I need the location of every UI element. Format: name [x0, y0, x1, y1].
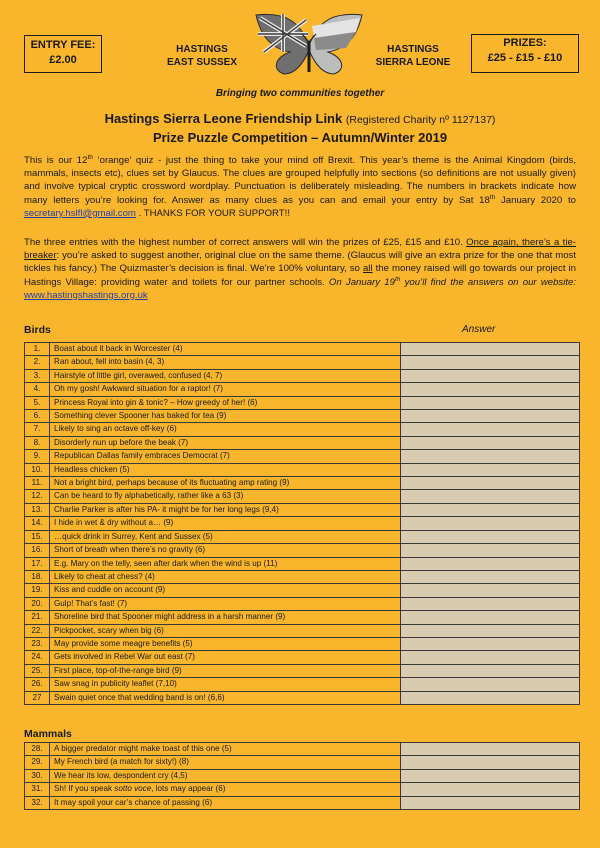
answer-field[interactable] — [401, 423, 580, 436]
clue-number: 19. — [25, 584, 50, 597]
butterfly-flags-icon — [250, 12, 368, 78]
clue-text: Shoreline bird that Spooner might address in a harsh manner (9) — [50, 611, 401, 624]
clue-text: Something clever Spooner has baked for tea (9) — [50, 410, 401, 423]
mammals-table — [24, 742, 580, 810]
clue-number: 27 — [25, 691, 50, 704]
table-row — [25, 557, 580, 570]
table-row — [25, 423, 580, 436]
clue-number: 25. — [25, 664, 50, 677]
birds-table — [24, 342, 580, 705]
answer-field[interactable] — [401, 369, 580, 382]
clue-number: 23. — [25, 637, 50, 650]
table-row — [25, 410, 580, 423]
clue-text: Short of breath when there’s no gravity (6) — [50, 544, 401, 557]
clue-number: 10. — [25, 463, 50, 476]
tagline: Bringing two communities together — [215, 88, 385, 99]
clue-text: Swain quiet once that wedding band is on! (6,6) — [50, 691, 401, 704]
prizes-value: £25 - £15 - £10 — [487, 52, 563, 64]
clue-number: 12. — [25, 490, 50, 503]
answer-field[interactable] — [401, 664, 580, 677]
table-row — [25, 343, 580, 356]
table-row — [25, 396, 580, 409]
clue-number: 18. — [25, 570, 50, 583]
clue-text: Pickpocket, scary when big (6) — [50, 624, 401, 637]
answer-field[interactable] — [401, 783, 580, 796]
title-line-1: Hastings Sierra Leone Friendship Link — [104, 111, 343, 126]
left-location-town: HASTINGS — [176, 44, 228, 55]
clue-number: 29. — [25, 756, 50, 769]
answer-field[interactable] — [401, 637, 580, 650]
table-row — [25, 769, 580, 782]
clue-text: It may spoil your car’s chance of passing (6) — [50, 796, 401, 809]
table-row — [25, 517, 580, 530]
right-location-town: HASTINGS — [387, 44, 439, 55]
table-row — [25, 597, 580, 610]
answer-field[interactable] — [401, 383, 580, 396]
clue-text: E.g. Mary on the telly, seen after dark when the wind is up (11) — [50, 557, 401, 570]
clue-text: A bigger predator might make toast of this one (5) — [50, 743, 401, 756]
clue-number: 22. — [25, 624, 50, 637]
clue-text: Ran about, fell into basin (4, 3) — [50, 356, 401, 369]
answer-column-header: Answer — [462, 324, 496, 335]
answer-field[interactable] — [401, 624, 580, 637]
answer-field[interactable] — [401, 691, 580, 704]
prizes-box — [471, 34, 579, 73]
intro-paragraph: This is our 12th ‘orange’ quiz - just the thing to take your mind off Brexit. This year’s theme is the Animal Kingdom (birds, mammals, insects etc), clues set by Glaucus. The clues are grouped helpfully into sections (so definitions are not usually given) and involve typical cryptic crossword wordplay. Punctuation is deliberately misleading. The numbers in brackets indicate how many letters you’re looking for. Answer as many clues as you can and email your entry by Sat 18th January 2020 to secretary.hslfl@gmail.com . THANKS FOR YOUR SUPPORT!! — [24, 153, 576, 219]
right-location-country: SIERRA LEONE — [375, 57, 451, 68]
clue-text: Princess Royal into gin & tonic? – How greedy of her! (6) — [50, 396, 401, 409]
answer-field[interactable] — [401, 557, 580, 570]
clue-text: Can be heard to fly alphabetically, rather like a 63 (3) — [50, 490, 401, 503]
table-row — [25, 477, 580, 490]
table-row — [25, 356, 580, 369]
clue-number: 9. — [25, 450, 50, 463]
table-row — [25, 463, 580, 476]
answer-field[interactable] — [401, 570, 580, 583]
left-location-county: EAST SUSSEX — [166, 57, 238, 68]
answer-field[interactable] — [401, 410, 580, 423]
clue-number: 11. — [25, 477, 50, 490]
clue-number: 4. — [25, 383, 50, 396]
table-row — [25, 530, 580, 543]
answer-field[interactable] — [401, 477, 580, 490]
clue-number: 8. — [25, 436, 50, 449]
answer-field[interactable] — [401, 796, 580, 809]
answer-field[interactable] — [401, 343, 580, 356]
clue-text: Oh my gosh! Awkward situation for a raptor! (7) — [50, 383, 401, 396]
answer-field[interactable] — [401, 356, 580, 369]
clue-number: 7. — [25, 423, 50, 436]
answer-field[interactable] — [401, 678, 580, 691]
table-row — [25, 624, 580, 637]
clue-text: Republican Dallas family embraces Democrat (7) — [50, 450, 401, 463]
answer-field[interactable] — [401, 490, 580, 503]
rules-paragraph: The three entries with the highest number of correct answers will win the prizes of £25, £15 and £10. Once again, there’s a tie-breaker: you’re asked to suggest another, original clue on the same theme. (Glaucus will give an extra prize for the one that most tickles his fancy.) The Quizmaster’s decision is final. We’re 100% voluntary, so all the money raised will go towards our project in Hastings Village: providing water and toilets for our partner schools. On January 19th you’ll find the answers on our website: www.hastingshastings.org.uk — [24, 237, 577, 301]
answer-field[interactable] — [401, 517, 580, 530]
clue-text: Disorderly nun up before the beak (7) — [50, 436, 401, 449]
clue-number: 14. — [25, 517, 50, 530]
clue-text: Gets involved in Rebel War out east (7) — [50, 651, 401, 664]
answer-field[interactable] — [401, 544, 580, 557]
table-row — [25, 611, 580, 624]
answer-field[interactable] — [401, 597, 580, 610]
table-row — [25, 756, 580, 769]
mammals-section-title: Mammals — [24, 728, 72, 740]
clue-text: Not a bright bird, perhaps because of its fluctuating amp rating (9) — [50, 477, 401, 490]
clue-text: Kiss and cuddle on account (9) — [50, 584, 401, 597]
clue-text: Hairstyle of little girl, overawed, confused (4, 7) — [50, 369, 401, 382]
table-row — [25, 490, 580, 503]
table-row — [25, 369, 580, 382]
clue-number: 1. — [25, 343, 50, 356]
clue-number: 6. — [25, 410, 50, 423]
clue-text: I hide in wet & dry without a… (9) — [50, 517, 401, 530]
table-row — [25, 503, 580, 516]
clue-number: 15. — [25, 530, 50, 543]
clue-text: Likely to cheat at chess? (4) — [50, 570, 401, 583]
answer-field[interactable] — [401, 463, 580, 476]
answer-field[interactable] — [401, 611, 580, 624]
clue-text: Headless chicken (5) — [50, 463, 401, 476]
answer-field[interactable] — [401, 651, 580, 664]
clue-text: …quick drink in Surrey, Kent and Sussex (5) — [50, 530, 401, 543]
answer-field[interactable] — [401, 743, 580, 756]
table-row — [25, 691, 580, 704]
table-row — [25, 584, 580, 597]
clue-number: 21. — [25, 611, 50, 624]
table-row — [25, 570, 580, 583]
table-row — [25, 783, 580, 796]
entry-fee-value: £2.00 — [49, 54, 77, 66]
clue-text: First place, top-of-the-range bird (9) — [50, 664, 401, 677]
clue-number: 24. — [25, 651, 50, 664]
entry-fee-box — [24, 35, 102, 73]
clue-text: Likely to sing an octave off-key (6) — [50, 423, 401, 436]
answer-field[interactable] — [401, 450, 580, 463]
title-line-2: Prize Puzzle Competition – Autumn/Winter 2019 — [152, 130, 448, 145]
clue-text: Sh! If you speak sotto voce, lots may appear (6) — [50, 783, 401, 796]
tie-breaker-text: Once again, there’s a tie-breaker — [24, 237, 576, 262]
clue-text: Charlie Parker is after his PA- it might be for her long legs (9,4) — [50, 503, 401, 516]
prizes-label: PRIZES: — [503, 37, 547, 49]
website-link[interactable]: www.hastingshastings.org.uk — [24, 289, 148, 301]
birds-section-title: Birds — [24, 324, 51, 336]
table-row — [25, 450, 580, 463]
clue-number: 17. — [25, 557, 50, 570]
table-row — [25, 436, 580, 449]
clue-text: Boast about it back in Worcester (4) — [50, 343, 401, 356]
clue-number: 2. — [25, 356, 50, 369]
clue-number: 5. — [25, 396, 50, 409]
answer-field[interactable] — [401, 436, 580, 449]
clue-number: 30. — [25, 769, 50, 782]
table-row — [25, 796, 580, 809]
table-row — [25, 743, 580, 756]
clue-text: My French bird (a match for sixty!) (8) — [50, 756, 401, 769]
clue-text: Gulp! That’s fast! (7) — [50, 597, 401, 610]
answer-field[interactable] — [401, 503, 580, 516]
table-row — [25, 544, 580, 557]
table-row — [25, 678, 580, 691]
answer-field[interactable] — [401, 756, 580, 769]
page-title — [0, 110, 600, 146]
clue-number: 3. — [25, 369, 50, 382]
answer-field[interactable] — [401, 584, 580, 597]
email-link[interactable]: secretary.hslfl@gmail.com — [24, 207, 136, 219]
clue-number: 13. — [25, 503, 50, 516]
clue-number: 28. — [25, 743, 50, 756]
answer-field[interactable] — [401, 396, 580, 409]
table-row — [25, 637, 580, 650]
answer-field[interactable] — [401, 769, 580, 782]
table-row — [25, 651, 580, 664]
entry-fee-label: ENTRY FEE: — [30, 39, 96, 51]
clue-number: 31. — [25, 783, 50, 796]
left-location — [142, 43, 262, 69]
clue-text: Saw snag in publicity leaflet (7,10) — [50, 678, 401, 691]
clue-number: 16. — [25, 544, 50, 557]
answer-field[interactable] — [401, 530, 580, 543]
table-row — [25, 664, 580, 677]
table-row — [25, 383, 580, 396]
clue-number: 32. — [25, 796, 50, 809]
clue-text: May provide some meagre benefits (5) — [50, 637, 401, 650]
clue-number: 26. — [25, 678, 50, 691]
clue-text: We hear its low, despondent cry (4,5) — [50, 769, 401, 782]
right-location — [358, 43, 468, 69]
clue-number: 20. — [25, 597, 50, 610]
charity-number: (Registered Charity nº 1127137) — [345, 114, 496, 126]
